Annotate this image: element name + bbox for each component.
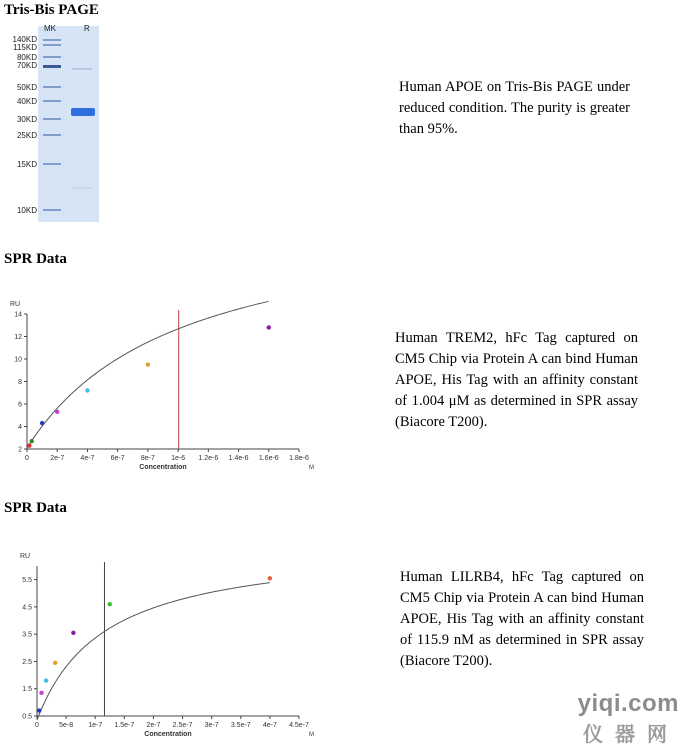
x-axis-label: Concentration xyxy=(139,464,187,471)
gel-description: Human APOE on Tris-Bis PAGE under reduced condition. The purity is greater than 95%. xyxy=(399,79,630,137)
fit-curve xyxy=(37,583,270,721)
data-point xyxy=(55,410,59,414)
data-point xyxy=(37,708,41,712)
x-tick-label: 2e-7 xyxy=(146,722,161,729)
data-point xyxy=(108,602,112,606)
marker-label: 15KD xyxy=(16,160,37,169)
x-tick-label: 1e-6 xyxy=(171,455,186,462)
x-tick-label: 2e-7 xyxy=(50,455,65,462)
fit-curve xyxy=(27,301,269,448)
y-tick-label: 5.5 xyxy=(22,577,32,585)
data-point xyxy=(71,631,75,635)
gel-image xyxy=(38,26,99,222)
x-tick-label: 1e-7 xyxy=(88,722,103,729)
marker-label: 40KD xyxy=(16,97,37,106)
y-tick-label: 0.5 xyxy=(22,713,32,721)
x-tick-label: 1.2e-6 xyxy=(198,455,219,462)
x-tick-label: 3e-7 xyxy=(204,722,219,729)
x-axis-label: Concentration xyxy=(144,731,192,738)
y-tick-label: 12 xyxy=(14,334,22,341)
gel-section-title: Tris-Bis PAGE xyxy=(4,2,99,18)
data-point xyxy=(30,439,34,443)
marker-label: 115KD xyxy=(13,43,37,52)
y-tick-label: 10 xyxy=(14,356,22,364)
x-tick-label: 6e-7 xyxy=(110,455,125,462)
x-tick-label: 3.5e-7 xyxy=(230,722,251,729)
marker-label: 50KD xyxy=(16,83,37,92)
marker-label: 80KD xyxy=(16,53,37,62)
x-tick-label: 8e-7 xyxy=(140,455,155,462)
y-tick-label: 14 xyxy=(14,311,22,319)
data-point xyxy=(267,325,271,329)
y-tick-label: 2.5 xyxy=(22,658,32,666)
y-axis-label: RU xyxy=(20,553,31,560)
x-axis-unit: M xyxy=(309,732,314,738)
data-point xyxy=(40,421,44,425)
spr1-section-title: SPR Data xyxy=(4,251,67,267)
y-axis-label: RU xyxy=(10,301,21,308)
spr1-chart xyxy=(0,290,330,480)
x-tick-label: 4e-7 xyxy=(80,455,95,462)
watermark-bottom: 仪器网 xyxy=(583,724,679,746)
watermark-logo xyxy=(578,690,679,747)
lane-label-r: R xyxy=(84,24,90,33)
x-tick-label: 2.5e-7 xyxy=(172,722,193,729)
x-tick-label: 0 xyxy=(35,722,39,729)
marker-label: 70KD xyxy=(16,61,37,70)
x-tick-label: 1.6e-6 xyxy=(258,455,279,462)
y-tick-label: 4 xyxy=(18,424,22,431)
y-tick-label: 3.5 xyxy=(22,631,32,639)
y-tick-label: 4.5 xyxy=(22,604,32,612)
x-tick-label: 1.5e-7 xyxy=(114,722,135,729)
data-point xyxy=(39,691,43,695)
spr1-description: Human TREM2, hFc Tag captured on CM5 Chip via Protein A can bind Human APOE, His Tag with an affinity constant of 1.004 μM as determined in SPR assay (Biacore T200). xyxy=(395,330,638,430)
x-tick-label: 1.4e-6 xyxy=(228,455,249,462)
data-point xyxy=(85,388,89,392)
spr2-chart xyxy=(0,542,330,742)
y-tick-label: 8 xyxy=(18,379,22,386)
spr2-description: Human LILRB4, hFc Tag captured on CM5 Chip via Protein A can bind Human APOE, His Tag with an affinity constant of 115.9 nM as determined in SPR assay (Biacore T200). xyxy=(400,569,644,669)
spr2-section-title: SPR Data xyxy=(4,500,67,516)
x-tick-label: 4.5e-7 xyxy=(289,722,309,729)
y-tick-label: 2 xyxy=(18,446,22,454)
data-point xyxy=(53,661,57,665)
x-axis-unit: M xyxy=(309,465,314,471)
x-tick-label: 1.8e-6 xyxy=(289,455,309,462)
marker-label: 10KD xyxy=(16,206,37,215)
marker-label: 30KD xyxy=(16,115,37,124)
marker-label: 25KD xyxy=(16,131,37,140)
data-point xyxy=(146,362,150,366)
x-tick-label: 4e-7 xyxy=(262,722,277,729)
x-tick-label: 5e-8 xyxy=(59,722,74,729)
marker-label: 140KD xyxy=(12,35,37,44)
y-tick-label: 1.5 xyxy=(22,686,32,694)
x-tick-label: 0 xyxy=(25,455,29,462)
lane-label-mk: MK xyxy=(44,24,56,33)
data-point xyxy=(27,443,31,447)
watermark-top: yiqi.com xyxy=(577,690,679,717)
data-point xyxy=(268,576,272,580)
y-tick-label: 6 xyxy=(18,401,22,409)
data-point xyxy=(44,678,48,682)
